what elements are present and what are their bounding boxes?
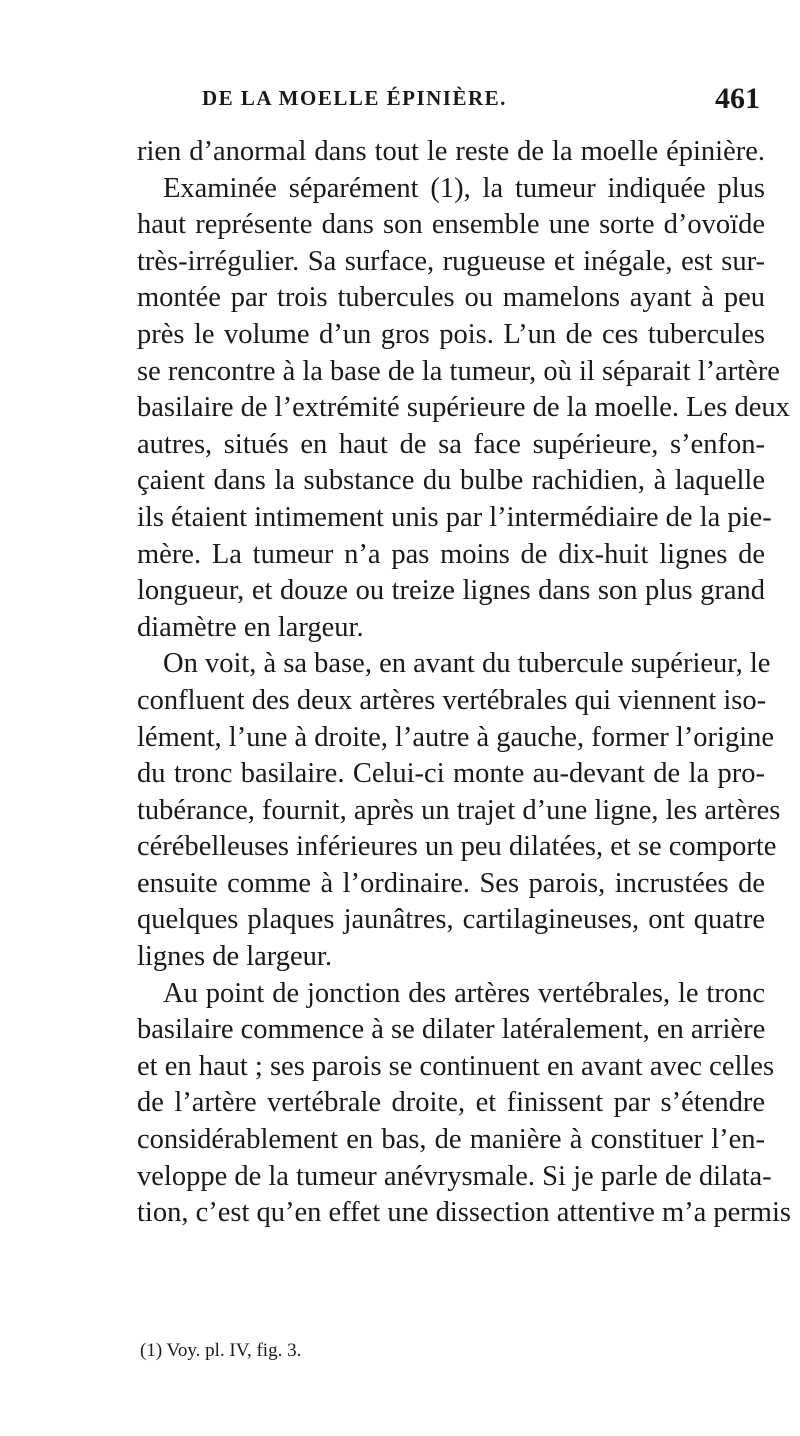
body-text bbox=[137, 134, 791, 1232]
text-line: ils étaient intimement unis par l’intermédiaire de la pie- bbox=[137, 501, 772, 533]
running-title: DE LA MOELLE ÉPINIÈRE. bbox=[202, 86, 507, 110]
text-line: considérablement en bas, de manière à constituer l’en- bbox=[137, 1124, 765, 1156]
text-line: basilaire de l’extrémité supérieure de la moelle. Les deux bbox=[137, 392, 790, 424]
text-line: cérébelleuses inférieures un peu dilatées, et se comporte bbox=[137, 831, 777, 863]
text-line: lément, l’une à droite, l’autre à gauche, former l’origine bbox=[137, 721, 775, 753]
text-line: çaient dans la substance du bulbe rachidien, à laquelle bbox=[137, 465, 765, 497]
page-header bbox=[140, 82, 760, 122]
text-line: diamètre en largeur. bbox=[137, 611, 364, 643]
text-line: ensuite comme à l’ordinaire. Ses parois, incrustées de bbox=[137, 867, 765, 899]
text-line: Examinée séparément (1), la tumeur indiquée plus bbox=[163, 172, 765, 204]
text-line: longueur, et douze ou treize lignes dans son plus grand bbox=[137, 575, 765, 607]
text-line: confluent des deux artères vertébrales qui viennent iso- bbox=[137, 684, 767, 716]
text-line: rien d’anormal dans tout le reste de la moelle épinière. bbox=[137, 136, 765, 167]
text-line: près le volume d’un gros pois. L’un de ces tubercules bbox=[137, 318, 765, 350]
footnote: (1) Voy. pl. IV, fig. 3. bbox=[140, 1340, 302, 1361]
text-line: autres, situés en haut de sa face supérieure, s’enfon- bbox=[137, 428, 765, 460]
text-line: et en haut ; ses parois se continuent en avant avec celles bbox=[137, 1050, 775, 1082]
text-line: mère. La tumeur n’a pas moins de dix-huit lignes de bbox=[137, 538, 765, 570]
text-line: très-irrégulier. Sa surface, rugueuse et inégale, est sur- bbox=[137, 245, 765, 277]
page-number: 461 bbox=[715, 82, 760, 115]
text-line: veloppe de la tumeur anévrysmale. Si je parle de dilata- bbox=[137, 1160, 772, 1192]
text-line: du tronc basilaire. Celui-ci monte au-devant de la pro- bbox=[137, 758, 765, 790]
text-line: tion, c’est qu’en effet une dissection attentive m’a permis bbox=[137, 1197, 791, 1229]
text-line: quelques plaques jaunâtres, cartilagineuses, ont quatre bbox=[137, 904, 765, 936]
text-line: de l’artère vertébrale droite, et finissent par s’étendre bbox=[137, 1087, 765, 1119]
text-line: tubérance, fournit, après un trajet d’une ligne, les artères bbox=[137, 794, 781, 826]
text-line: se rencontre à la base de la tumeur, où il séparait l’artère bbox=[137, 355, 780, 387]
text-line: lignes de largeur. bbox=[137, 941, 332, 973]
text-line: montée par trois tubercules ou mamelons ayant à peu bbox=[137, 282, 765, 314]
text-line: On voit, à sa base, en avant du tubercule supérieur, le bbox=[163, 648, 771, 680]
text-line: haut représente dans son ensemble une sorte d’ovoïde bbox=[137, 209, 765, 241]
text-line: Au point de jonction des artères vertébrales, le tronc bbox=[163, 977, 765, 1009]
text-line: basilaire commence à se dilater latéralement, en arrière bbox=[137, 1014, 766, 1046]
